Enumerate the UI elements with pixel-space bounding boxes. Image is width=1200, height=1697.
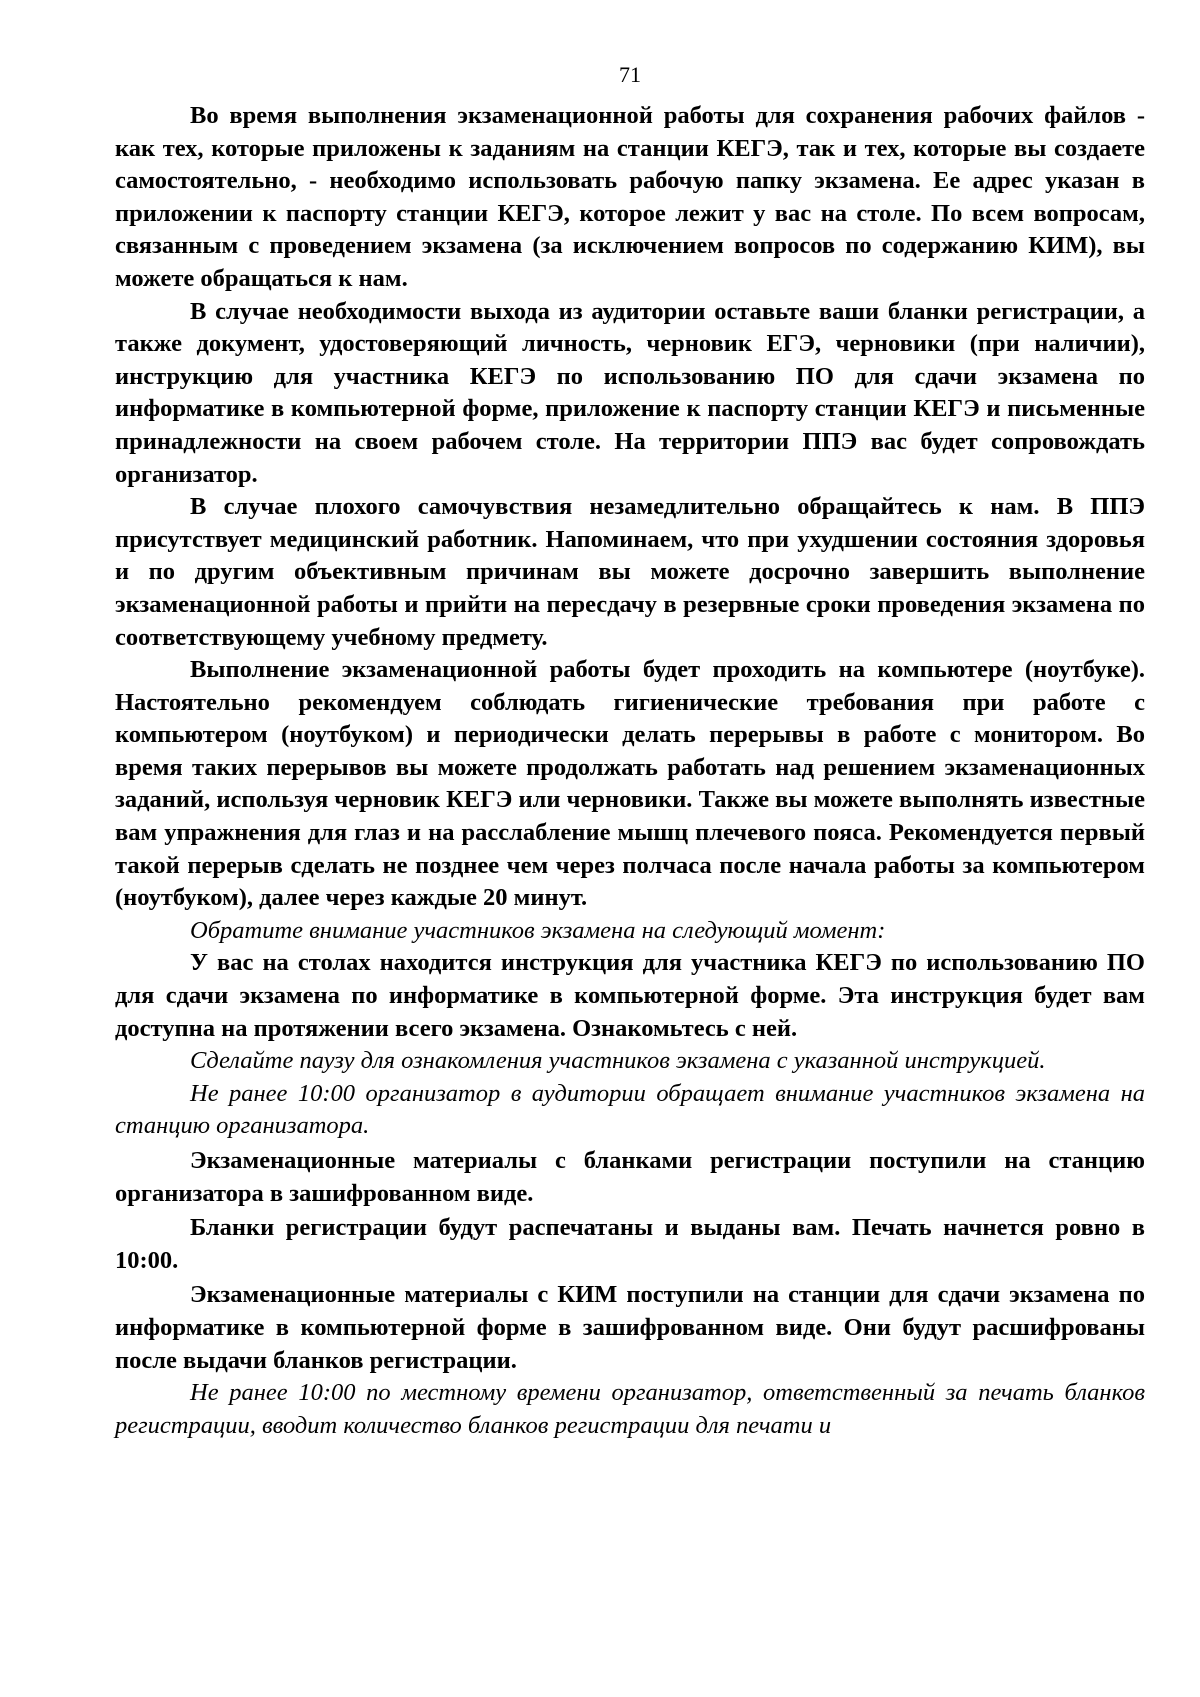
paragraph-computer-breaks: Выполнение экзаменационной работы будет проходить на компьютере (ноутбуке). Настоятельно рекомендуем соблюдать гигиенические требования при работе с компьютером (ноутбуком) и периодически делать перерывы в работе с монитором. Во время таких перерывов вы можете продолжать работать над решением экзаменационных заданий, используя черновик КЕГЭ или черновики. Также вы можете выполнять известные вам упражнения для глаз и на расслабление мышц плечевого пояса. Рекомендуется первый такой перерыв сделать не позднее чем через полчаса после начала работы за компьютером (ноутбуком), далее через каждые 20 минут. [115,656,1145,912]
paragraph-kim-materials: Экзаменационные материалы с КИМ поступили на станции для сдачи экзамена по информатике в компьютерной форме в зашифрованном виде. Они будут расшифрованы после выдачи бланков регистрации. [115,1281,1145,1374]
instruction-organizer-station: Не ранее 10:00 организатор в аудитории обращает внимание участников экзамена на станцию организатора. [115,1079,1145,1140]
paragraph-leaving-room: В случае необходимости выхода из аудитории оставьте ваши бланки регистрации, а также документ, удостоверяющий личность, черновик ЕГЭ, черновики (при наличии), инструкцию для участника КЕГЭ по использованию ПО для сдачи экзамена по информатике в компьютерной форме, приложение к паспорту станции КЕГЭ и письменные принадлежности на своем рабочем столе. На территории ППЭ вас будет сопровождать организатор. [115,297,1145,488]
instruction-pause: Сделайте паузу для ознакомления участников экзамена с указанной инструкцией. [190,1047,1046,1075]
instruction-print-count: Не ранее 10:00 по местному времени организатор, ответственный за печать бланков регистрации, вводит количество бланков регистрации для печати и [115,1379,1145,1439]
paragraph-health: В случае плохого самочувствия незамедлительно обращайтесь к нам. В ППЭ присутствует медицинский работник. Напоминаем, что при ухудшении состояния здоровья и по другим объективным причинам вы можете досрочно завершить выполнение экзаменационной работы и прийти на пересдачу в резервные сроки проведения экзамена по соответствующему учебному предмету. [115,493,1145,651]
paragraph-print-start: Бланки регистрации будут распечатаны и выданы вам. Печать начнется ровно в 10:00. [115,1214,1145,1274]
paragraph-user-guide: У вас на столах находится инструкция для участника КЕГЭ по использованию ПО для сдачи экзамена по информатике в компьютерной форме. Эта инструкция будет вам доступна на протяжении всего экзамена. Ознакомьтесь с ней. [115,949,1145,1042]
instruction-attention: Обратите внимание участников экзамена на следующий момент: [190,916,886,944]
page-number: 71 [619,62,641,87]
document-page [115,60,1145,1442]
paragraph-working-folder: Во время выполнения экзаменационной работы для сохранения рабочих файлов - как тех, которые приложены к заданиям на станции КЕГЭ, так и тех, которые вы создаете самостоятельно, - необходимо использовать рабочую папку экзамена. Ее адрес указан в приложении к паспорту станции КЕГЭ, которое лежит у вас на столе. По всем вопросам, связанным с проведением экзамена (за исключением вопросов по содержанию КИМ), вы можете обращаться к нам. [115,102,1145,292]
paragraph-encrypted-materials: Экзаменационные материалы с бланками регистрации поступили на станцию организатора в зашифрованном виде. [115,1147,1145,1207]
